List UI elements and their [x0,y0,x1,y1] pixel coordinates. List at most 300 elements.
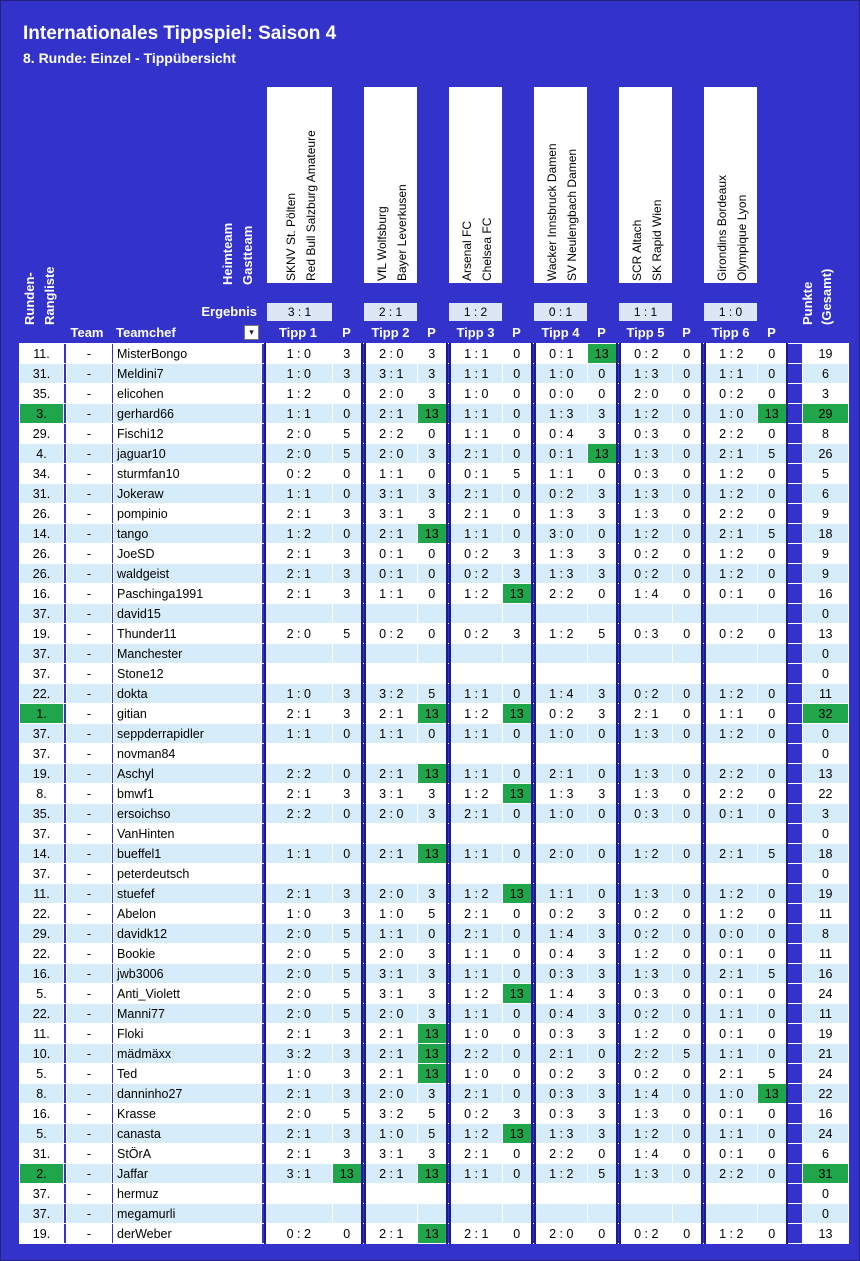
points-cell: 0 [758,364,787,384]
tipp-cell: 2 : 2 [705,1164,758,1184]
total-points-cell: 11 [803,944,849,964]
tipp-cell: 1 : 1 [450,724,503,744]
tipp-cell: 3 : 1 [265,1164,333,1184]
rank-cell: 37. [20,604,64,624]
total-points-cell: 21 [803,1044,849,1064]
points-cell: 0 [503,924,532,944]
teamchef-cell: ersoichso [114,804,262,824]
tipp-cell: 0 : 2 [535,704,588,724]
table-row [20,1144,849,1164]
tipp-cell: 3 : 1 [365,964,418,984]
points-cell [333,604,362,624]
tipp-cell: 2 : 0 [365,344,418,364]
tipp-cell [450,824,503,844]
tipp-cell: 1 : 3 [535,404,588,424]
team-cell: - [67,944,112,964]
column-gap [787,1124,803,1144]
tipp-cell: 2 : 1 [265,584,333,604]
teamchef-cell: waldgeist [114,564,262,584]
tipp-cell: 0 : 2 [620,1224,673,1244]
points-cell [588,644,617,664]
team-cell: - [67,464,112,484]
tipp-cell: 1 : 1 [705,1004,758,1024]
tipp-cell [265,824,333,844]
points-cell: 0 [503,1084,532,1104]
tipp-cell: 0 : 2 [265,464,333,484]
tipp-cell: 0 : 3 [535,964,588,984]
points-cell: 3 [333,1044,362,1064]
tipp-cell: 0 : 2 [620,924,673,944]
points-cell: 0 [588,524,617,544]
rank-cell: 34. [20,464,64,484]
points-cell: 0 [758,1104,787,1124]
tipp-cell: 2 : 0 [265,984,333,1004]
tipp-cell: 2 : 1 [450,1144,503,1164]
points-cell [673,644,702,664]
rank-cell: 5. [20,1064,64,1084]
teamchef-cell: danninho27 [114,1084,262,1104]
tipp-cell: 2 : 0 [535,1224,588,1244]
team-cell: - [67,484,112,504]
points-cell: 13 [418,844,447,864]
table-row [20,884,849,904]
tipp-cell: 1 : 4 [620,1144,673,1164]
column-gap [787,484,803,504]
tipp-cell: 0 : 2 [620,1004,673,1024]
total-points-cell: 24 [803,1064,849,1084]
points-cell: 5 [333,964,362,984]
points-cell: 0 [588,364,617,384]
tipp-cell [620,644,673,664]
tipp-cell: 1 : 0 [535,804,588,824]
tipp-cell: 0 : 1 [705,1104,758,1124]
team-cell: - [67,984,112,1004]
team-cell: - [67,844,112,864]
tipp-cell: 0 : 2 [450,1104,503,1124]
points-cell: 0 [758,1004,787,1024]
tipp-cell: 2 : 1 [265,1144,333,1164]
points-cell: 0 [758,924,787,944]
points-cell: 13 [418,1164,447,1184]
points-cell: 5 [333,1004,362,1024]
team-cell: - [67,724,112,744]
total-points-cell: 0 [803,724,849,744]
tipp-cell: 2 : 1 [265,1024,333,1044]
tipp-cell: 1 : 2 [620,1124,673,1144]
team-cell: - [67,1064,112,1084]
table-row [20,984,849,1004]
points-cell: 3 [418,504,447,524]
points-cell [418,744,447,764]
rank-cell: 35. [20,384,64,404]
total-points-cell: 0 [803,1184,849,1204]
teamchef-cell: jwb3006 [114,964,262,984]
rank-cell: 22. [20,1004,64,1024]
col-p5-header: P [682,325,691,340]
team-cell: - [67,704,112,724]
total-points-cell: 13 [803,1224,849,1244]
points-cell: 5 [333,444,362,464]
points-cell: 0 [503,404,532,424]
tipp-cell [620,824,673,844]
total-points-cell: 9 [803,544,849,564]
match-4-home-team: Wacker Innsbruck Damen [544,143,559,281]
tipp-cell: 1 : 0 [265,344,333,364]
rank-cell: 37. [20,744,64,764]
points-cell: 0 [503,524,532,544]
tipp-cell: 2 : 1 [365,1044,418,1064]
total-points-cell: 6 [803,1144,849,1164]
teamchef-cell: pompinio [114,504,262,524]
tipp-cell: 1 : 2 [705,1224,758,1244]
heimteam-label: Heimteam [220,222,235,285]
gastteam-label: Gastteam [240,225,255,285]
points-cell: 0 [333,404,362,424]
team-cell: - [67,904,112,924]
points-cell: 5 [333,944,362,964]
tipp-cell: 1 : 0 [365,1124,418,1144]
tipp-cell: 2 : 2 [705,424,758,444]
tipp-cell: 0 : 1 [535,444,588,464]
tipp-cell: 1 : 0 [265,364,333,384]
teamchef-cell: gitian [114,704,262,724]
team-cell: - [67,684,112,704]
points-cell: 13 [503,584,532,604]
points-cell: 0 [673,1024,702,1044]
teamchef-cell: megamurli [114,1204,262,1224]
points-cell [758,864,787,884]
points-cell: 0 [758,944,787,964]
tipp-cell [705,1204,758,1224]
points-cell: 0 [588,584,617,604]
tipp-cell: 1 : 2 [620,404,673,424]
tipp-cell [535,644,588,664]
points-cell: 0 [758,344,787,364]
tipp-cell: 0 : 3 [620,424,673,444]
teamchef-cell: bueffel1 [114,844,262,864]
tipp-cell: 1 : 1 [365,924,418,944]
total-points-cell: 6 [803,484,849,504]
points-cell: 0 [673,1124,702,1144]
dropdown-filter-icon[interactable]: ▾ [244,325,259,340]
tipp-cell: 2 : 1 [365,524,418,544]
points-cell: 0 [333,464,362,484]
points-cell: 0 [418,624,447,644]
rank-cell: 11. [20,1024,64,1044]
rangliste-label-line1: Runden- [22,272,37,325]
tipp-cell: 0 : 2 [620,344,673,364]
team-cell: - [67,344,112,364]
points-cell: 13 [418,764,447,784]
tipp-cell: 1 : 2 [705,564,758,584]
points-cell [758,744,787,764]
points-cell [418,824,447,844]
rank-cell: 8. [20,1084,64,1104]
tipp-cell: 2 : 0 [265,944,333,964]
points-cell: 0 [673,964,702,984]
tipp-cell: 2 : 2 [265,804,333,824]
points-cell: 0 [673,344,702,364]
table-row [20,764,849,784]
tipp-cell [365,644,418,664]
points-cell: 5 [758,844,787,864]
tipp-cell [365,1184,418,1204]
rank-cell: 4. [20,444,64,464]
team-cell: - [67,1184,112,1204]
tipp-cell: 1 : 0 [705,404,758,424]
tipp-cell: 0 : 2 [620,684,673,704]
points-cell: 0 [758,1224,787,1244]
tipp-cell [620,864,673,884]
tipp-cell: 1 : 0 [450,1064,503,1084]
rank-cell: 10. [20,1044,64,1064]
tipp-cell [620,1204,673,1224]
match-6-result: 1 : 0 [704,303,757,321]
tipp-cell: 0 : 2 [265,1224,333,1244]
points-cell [418,664,447,684]
column-gap [787,1004,803,1024]
match-1-result: 3 : 1 [267,303,332,321]
tipp-cell: 0 : 1 [365,564,418,584]
points-cell: 3 [333,584,362,604]
tipp-cell: 1 : 0 [450,384,503,404]
points-cell: 3 [588,544,617,564]
tipp-cell: 0 : 2 [365,624,418,644]
tipp-cell: 0 : 3 [620,804,673,824]
tipp-cell: 2 : 0 [365,944,418,964]
total-points-cell: 32 [803,704,849,724]
tipp-cell: 1 : 2 [535,624,588,644]
rank-cell: 26. [20,564,64,584]
points-cell: 3 [503,564,532,584]
tipp-cell: 2 : 1 [265,784,333,804]
points-cell: 0 [503,1224,532,1244]
tipp-cell: 2 : 2 [705,784,758,804]
tipp-cell [535,744,588,764]
tipp-cell: 2 : 1 [450,924,503,944]
tipp-cell [265,604,333,624]
points-cell: 0 [503,804,532,824]
tipp-cell: 1 : 2 [265,524,333,544]
points-cell: 0 [503,1004,532,1024]
table-row [20,1004,849,1024]
table-row [20,784,849,804]
table-row [20,504,849,524]
col-tipp4-header: Tipp 4 [541,325,580,340]
points-cell: 3 [588,704,617,724]
column-gap [787,1024,803,1044]
points-cell: 0 [673,684,702,704]
tipp-cell [450,864,503,884]
points-cell: 3 [588,684,617,704]
match-2-home-team: VfL Wolfsburg [374,206,389,281]
points-cell: 5 [758,444,787,464]
points-cell [758,664,787,684]
rank-cell: 11. [20,884,64,904]
team-cell: - [67,544,112,564]
tipp-cell [265,744,333,764]
points-cell: 0 [758,624,787,644]
points-cell [418,604,447,624]
tipp-cell: 0 : 2 [450,544,503,564]
points-cell: 3 [418,384,447,404]
points-cell: 3 [333,504,362,524]
team-cell: - [67,424,112,444]
tipp-cell: 0 : 1 [705,804,758,824]
points-cell: 5 [758,964,787,984]
points-cell: 13 [588,444,617,464]
tipp-cell: 1 : 1 [705,1044,758,1064]
points-cell: 0 [758,564,787,584]
match-3-result: 1 : 2 [449,303,502,321]
points-cell [333,824,362,844]
table-row [20,1224,849,1244]
teamchef-cell: Jaffar [114,1164,262,1184]
points-cell: 13 [503,784,532,804]
points-cell: 0 [758,904,787,924]
tipp-cell [620,1184,673,1204]
tipp-cell [365,864,418,884]
tipp-cell: 1 : 1 [450,1164,503,1184]
tipp-cell: 2 : 2 [365,424,418,444]
teamchef-cell: elicohen [114,384,262,404]
points-cell: 5 [333,984,362,1004]
rank-cell: 37. [20,824,64,844]
tipp-cell: 2 : 0 [265,444,333,464]
teamchef-cell: gerhard66 [114,404,262,424]
col-tipp1-header: Tipp 1 [278,325,318,340]
tipp-cell: 2 : 2 [450,1044,503,1064]
tipp-cell: 1 : 3 [535,544,588,564]
column-gap [787,744,803,764]
total-points-cell: 22 [803,784,849,804]
points-cell [503,744,532,764]
points-cell: 0 [503,684,532,704]
table-row [20,444,849,464]
tipp-cell [265,864,333,884]
team-cell: - [67,1004,112,1024]
tipp-cell: 1 : 1 [705,704,758,724]
ergebnis-label: Ergebnis [201,304,257,319]
teamchef-cell: JoeSD [114,544,262,564]
total-points-cell: 24 [803,984,849,1004]
team-cell: - [67,604,112,624]
rank-cell: 31. [20,484,64,504]
match-6-away-team: Olympique Lyon [734,194,749,281]
total-points-cell: 16 [803,1104,849,1124]
teamchef-cell: novman84 [114,744,262,764]
column-gap [787,584,803,604]
tipp-cell: 0 : 2 [705,624,758,644]
tipp-cell: 1 : 2 [265,384,333,404]
points-cell: 5 [503,464,532,484]
tipp-cell: 2 : 1 [265,564,333,584]
tipp-cell [620,604,673,624]
tipp-cell [705,604,758,624]
tipp-cell: 0 : 2 [705,384,758,404]
rank-cell: 16. [20,964,64,984]
rank-cell: 5. [20,1124,64,1144]
column-gap [787,1184,803,1204]
tipp-cell [365,664,418,684]
table-row [20,944,849,964]
points-cell: 0 [588,724,617,744]
tipp-cell: 1 : 2 [535,1164,588,1184]
points-cell: 0 [588,464,617,484]
points-cell: 5 [418,904,447,924]
points-cell: 0 [333,1224,362,1244]
table-row [20,724,849,744]
points-cell [588,1204,617,1224]
tipp-cell: 2 : 2 [265,764,333,784]
tipp-cell: 2 : 0 [265,424,333,444]
points-cell: 0 [418,464,447,484]
points-cell: 0 [758,504,787,524]
points-cell: 0 [503,1044,532,1064]
points-cell: 0 [673,1084,702,1104]
tipp-cell: 1 : 1 [450,1004,503,1024]
tipp-cell: 2 : 1 [450,484,503,504]
points-cell [588,1184,617,1204]
points-cell: 0 [673,724,702,744]
tipp-cell: 1 : 3 [535,564,588,584]
tipp-cell: 2 : 0 [535,844,588,864]
tipp-cell: 1 : 1 [450,844,503,864]
tipp-cell: 2 : 1 [450,1224,503,1244]
points-cell: 13 [418,704,447,724]
tipp-cell: 0 : 2 [535,1064,588,1084]
col-p6-header: P [767,325,776,340]
points-cell: 0 [333,724,362,744]
total-points-cell: 8 [803,424,849,444]
tipp-cell [265,644,333,664]
column-gap [787,504,803,524]
table-row [20,844,849,864]
points-cell: 0 [673,1224,702,1244]
points-cell: 0 [588,764,617,784]
tipp-cell: 3 : 0 [535,524,588,544]
points-cell: 3 [333,884,362,904]
points-cell: 0 [503,904,532,924]
points-cell [333,864,362,884]
total-points-cell: 29 [803,404,849,424]
column-gap [787,604,803,624]
points-cell: 0 [418,724,447,744]
tipp-cell: 1 : 3 [620,504,673,524]
rank-cell: 31. [20,364,64,384]
points-cell: 3 [418,964,447,984]
points-cell [418,1204,447,1224]
rank-cell: 19. [20,1224,64,1244]
points-cell: 0 [418,584,447,604]
tipp-cell: 3 : 1 [365,364,418,384]
tipp-cell: 0 : 2 [450,624,503,644]
points-cell: 0 [758,1144,787,1164]
team-cell: - [67,364,112,384]
match-1-away-team: Red Bull Salzburg Amateure [303,130,318,281]
points-cell: 3 [333,1124,362,1144]
points-cell: 0 [503,944,532,964]
tipp-cell: 0 : 3 [620,984,673,1004]
teamchef-cell: MisterBongo [114,344,262,364]
tipp-cell [705,824,758,844]
points-cell: 5 [758,524,787,544]
points-cell: 3 [588,1084,617,1104]
points-cell: 0 [503,484,532,504]
column-gap [787,864,803,884]
col-tipp6-header: Tipp 6 [711,325,750,340]
col-team-header: Team [70,325,104,340]
